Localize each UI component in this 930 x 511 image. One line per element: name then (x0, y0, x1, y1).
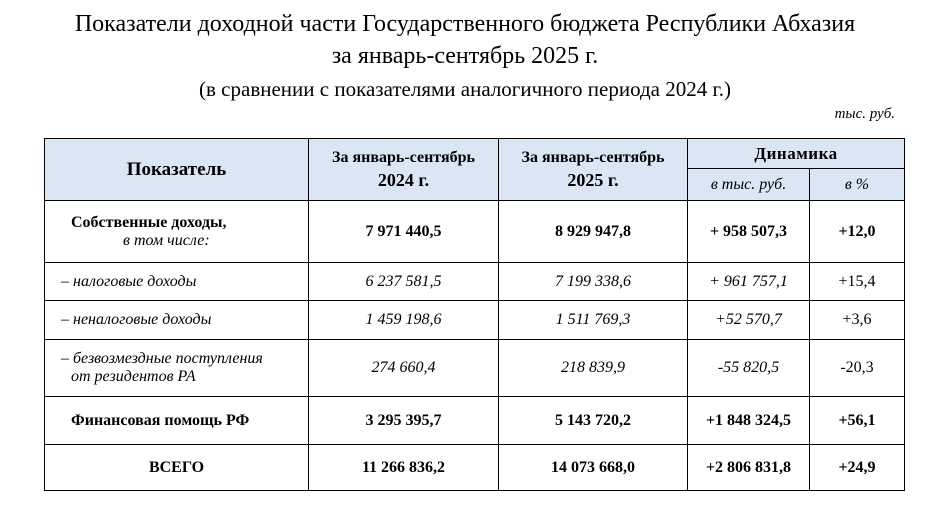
header-period-2024-label: За январь-сентябрь (332, 148, 475, 166)
header-period-2024 (309, 139, 499, 201)
cell-abs: -55 820,5 (688, 340, 810, 397)
row-label (45, 201, 309, 263)
cell-abs: +52 570,7 (688, 301, 810, 340)
header-dynamics: Динамика (688, 139, 905, 169)
row-label (45, 340, 309, 397)
unit-label: тыс. руб. (834, 106, 895, 122)
cell-2025: 5 143 720,2 (499, 397, 688, 445)
title-subtitle: (в сравнении с показателями аналогичного периода 2024 г.) (199, 77, 731, 101)
cell-2025: 218 839,9 (499, 340, 688, 397)
cell-abs: + 958 507,3 (688, 201, 810, 263)
cell-abs: +1 848 324,5 (688, 397, 810, 445)
header-period-2025-label: За январь-сентябрь (521, 148, 665, 166)
cell-pct: +3,6 (810, 301, 905, 340)
cell-2024: 3 295 395,7 (309, 397, 499, 445)
header-period-2024-year: 2024 г. (377, 169, 430, 190)
header-row-1 (45, 139, 905, 169)
row-label-note: в том числе: (123, 231, 210, 249)
table-row-tax-revenue (45, 263, 905, 301)
cell-abs: +2 806 831,8 (688, 445, 810, 491)
row-label: ВСЕГО (45, 445, 309, 491)
cell-abs: + 961 757,1 (688, 263, 810, 301)
cell-2024: 11 266 836,2 (309, 445, 499, 491)
cell-2024: 7 971 440,5 (309, 201, 499, 263)
row-label: – налоговые доходы (45, 263, 309, 301)
header-period-2025-year: 2025 г. (567, 169, 619, 190)
cell-2025: 1 511 769,3 (499, 301, 688, 340)
row-label-continued: от резидентов РА (71, 368, 196, 385)
header-pct: в % (810, 169, 905, 201)
cell-2024: 1 459 198,6 (309, 301, 499, 340)
cell-2024: 6 237 581,5 (309, 263, 499, 301)
row-label: – неналоговые доходы (45, 301, 309, 340)
row-label: Финансовая помощь РФ (45, 397, 309, 445)
cell-pct: +56,1 (810, 397, 905, 445)
title-line-2: за январь-сентябрь 2025 г. (331, 43, 599, 69)
table-row-own-revenue (45, 201, 905, 263)
header-abs: в тыс. руб. (688, 169, 810, 201)
cell-2024: 274 660,4 (309, 340, 499, 397)
cell-2025: 7 199 338,6 (499, 263, 688, 301)
cell-pct: +12,0 (810, 201, 905, 263)
table-row-gratuitous-receipts (45, 340, 905, 397)
cell-pct: +24,9 (810, 445, 905, 491)
cell-2025: 14 073 668,0 (499, 445, 688, 491)
table-row-nontax-revenue (45, 301, 905, 340)
title-line-1: Показатели доходной части Государственного бюджета Республики Абхазия (74, 11, 856, 37)
cell-pct: -20,3 (810, 340, 905, 397)
cell-pct: +15,4 (810, 263, 905, 301)
table-row-total (45, 445, 905, 491)
header-indicator: Показатель (45, 139, 309, 201)
header-period-2025 (499, 139, 688, 201)
table-row-rf-aid (45, 397, 905, 445)
cell-2025: 8 929 947,8 (499, 201, 688, 263)
budget-revenue-table (44, 138, 905, 491)
row-label-text: Собственные доходы, (71, 213, 227, 231)
row-label-text: – безвозмездные поступления (61, 350, 263, 367)
